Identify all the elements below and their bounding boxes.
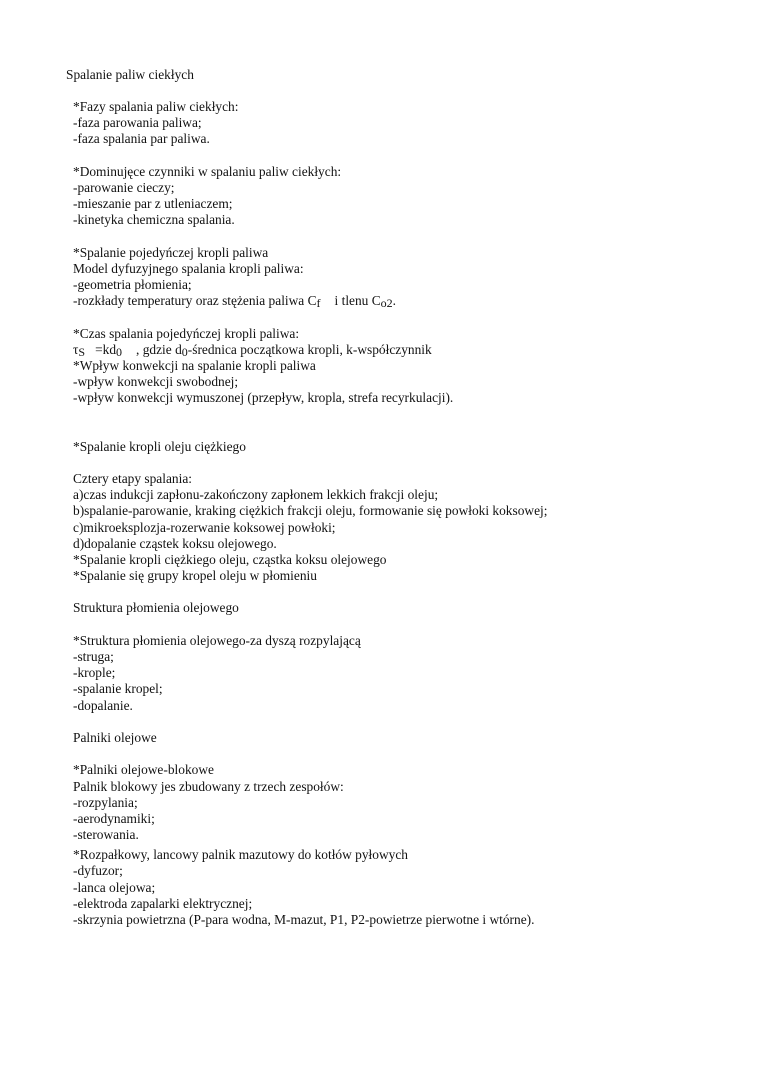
section-subheading: Cztery etapy spalania: [73, 470, 192, 486]
subscript: S [78, 344, 86, 359]
list-item: -krople; [73, 665, 116, 681]
subscript: f [316, 296, 321, 311]
list-item: -skrzynia powietrzna (P-para wodna, M-mazut, P1, P2-powietrze pierwotne i wtórne). [73, 912, 535, 927]
list-item: -aerodynamiki; [73, 810, 155, 826]
list-item: -mieszanie par z utleniaczem; [73, 196, 233, 212]
list-item: -rozpylania; [73, 794, 138, 810]
list-item: -elektroda zapalarki elektrycznej; [73, 895, 253, 911]
section-heading: *Spalanie pojedyńczej kropli paliwa [73, 244, 269, 260]
list-item: *Spalanie kropli ciężkiego oleju, cząstka koksu olejowego [73, 551, 387, 567]
list-item: -parowanie cieczy; [73, 179, 175, 195]
formula-line: τS =kd0 , gdzie d0-średnica początkowa kropli, k-współczynnik [73, 341, 432, 359]
section-heading: *Rozpałkowy, lancowy palnik mazutowy do kotłów pyłowych [73, 847, 408, 863]
section-heading: *Dominujęce czynniki w spalaniu paliw ciekłych: [73, 163, 342, 179]
list-item: c)mikroeksplozja-rozerwanie koksowej powłoki; [73, 519, 336, 535]
list-item: -faza spalania par paliwa. [73, 131, 210, 147]
subscript: 0 [116, 344, 123, 359]
list-item: -sterowania. [73, 827, 139, 843]
section-heading: *Fazy spalania paliw ciekłych: [73, 99, 239, 114]
list-item: -kinetyka chemiczna spalania. [73, 212, 235, 228]
list-item: -faza parowania paliwa; [73, 115, 202, 131]
list-item: -lanca olejowa; [73, 879, 156, 895]
list-item: -spalanie kropel; [73, 681, 163, 697]
section-heading: *Czas spalania pojedyńczej kropli paliwa: [73, 325, 300, 341]
list-item: *Spalanie się grupy kropel oleju w płomieniu [73, 568, 317, 584]
section-heading: Struktura płomienia olejowego [73, 600, 239, 616]
list-item: -wpływ konwekcji wymuszonej (przepływ, kropla, strefa recyrkulacji). [73, 390, 454, 406]
list-item: b)spalanie-parowanie, kraking ciężkich frakcji oleju, formowanie się powłoki koksowej; [73, 503, 548, 519]
list-item: a)czas indukcji zapłonu-zakończony zapłonem lekkich frakcji oleju; [73, 487, 439, 503]
section-heading: *Wpływ konwekcji na spalanie kropli paliwa [73, 358, 316, 373]
list-item: d)dopalanie cząstek koksu olejowego. [73, 535, 277, 551]
document-body [73, 99, 733, 928]
section-subheading: *Struktura płomienia olejowego-za dyszą rozpylającą [73, 632, 361, 648]
list-item: -geometria płomienia; [73, 277, 192, 293]
section-subheading: Palnik blokowy jes zbudowany z trzech zespołów: [73, 778, 344, 794]
document-title: Spalanie paliw ciekłych [66, 67, 194, 82]
list-item: -wpływ konwekcji swobodnej; [73, 374, 239, 390]
subscript: 0 [181, 344, 188, 359]
section-heading: *Spalanie kropli oleju ciężkiego [73, 438, 246, 454]
list-item-with-subscripts: -rozkłady temperatury oraz stężenia paliwa Cf i tlenu Co2. [73, 293, 397, 311]
list-item: -dopalanie. [73, 697, 133, 713]
section-subheading: Model dyfuzyjnego spalania kropli paliwa: [73, 260, 304, 276]
section-heading: Palniki olejowe [73, 729, 157, 745]
subscript: o2 [380, 296, 393, 311]
section-subheading: *Palniki olejowe-blokowe [73, 762, 214, 778]
list-item: -dyfuzor; [73, 863, 123, 879]
formula-tau: τ [73, 341, 79, 357]
list-item: -struga; [73, 649, 114, 664]
